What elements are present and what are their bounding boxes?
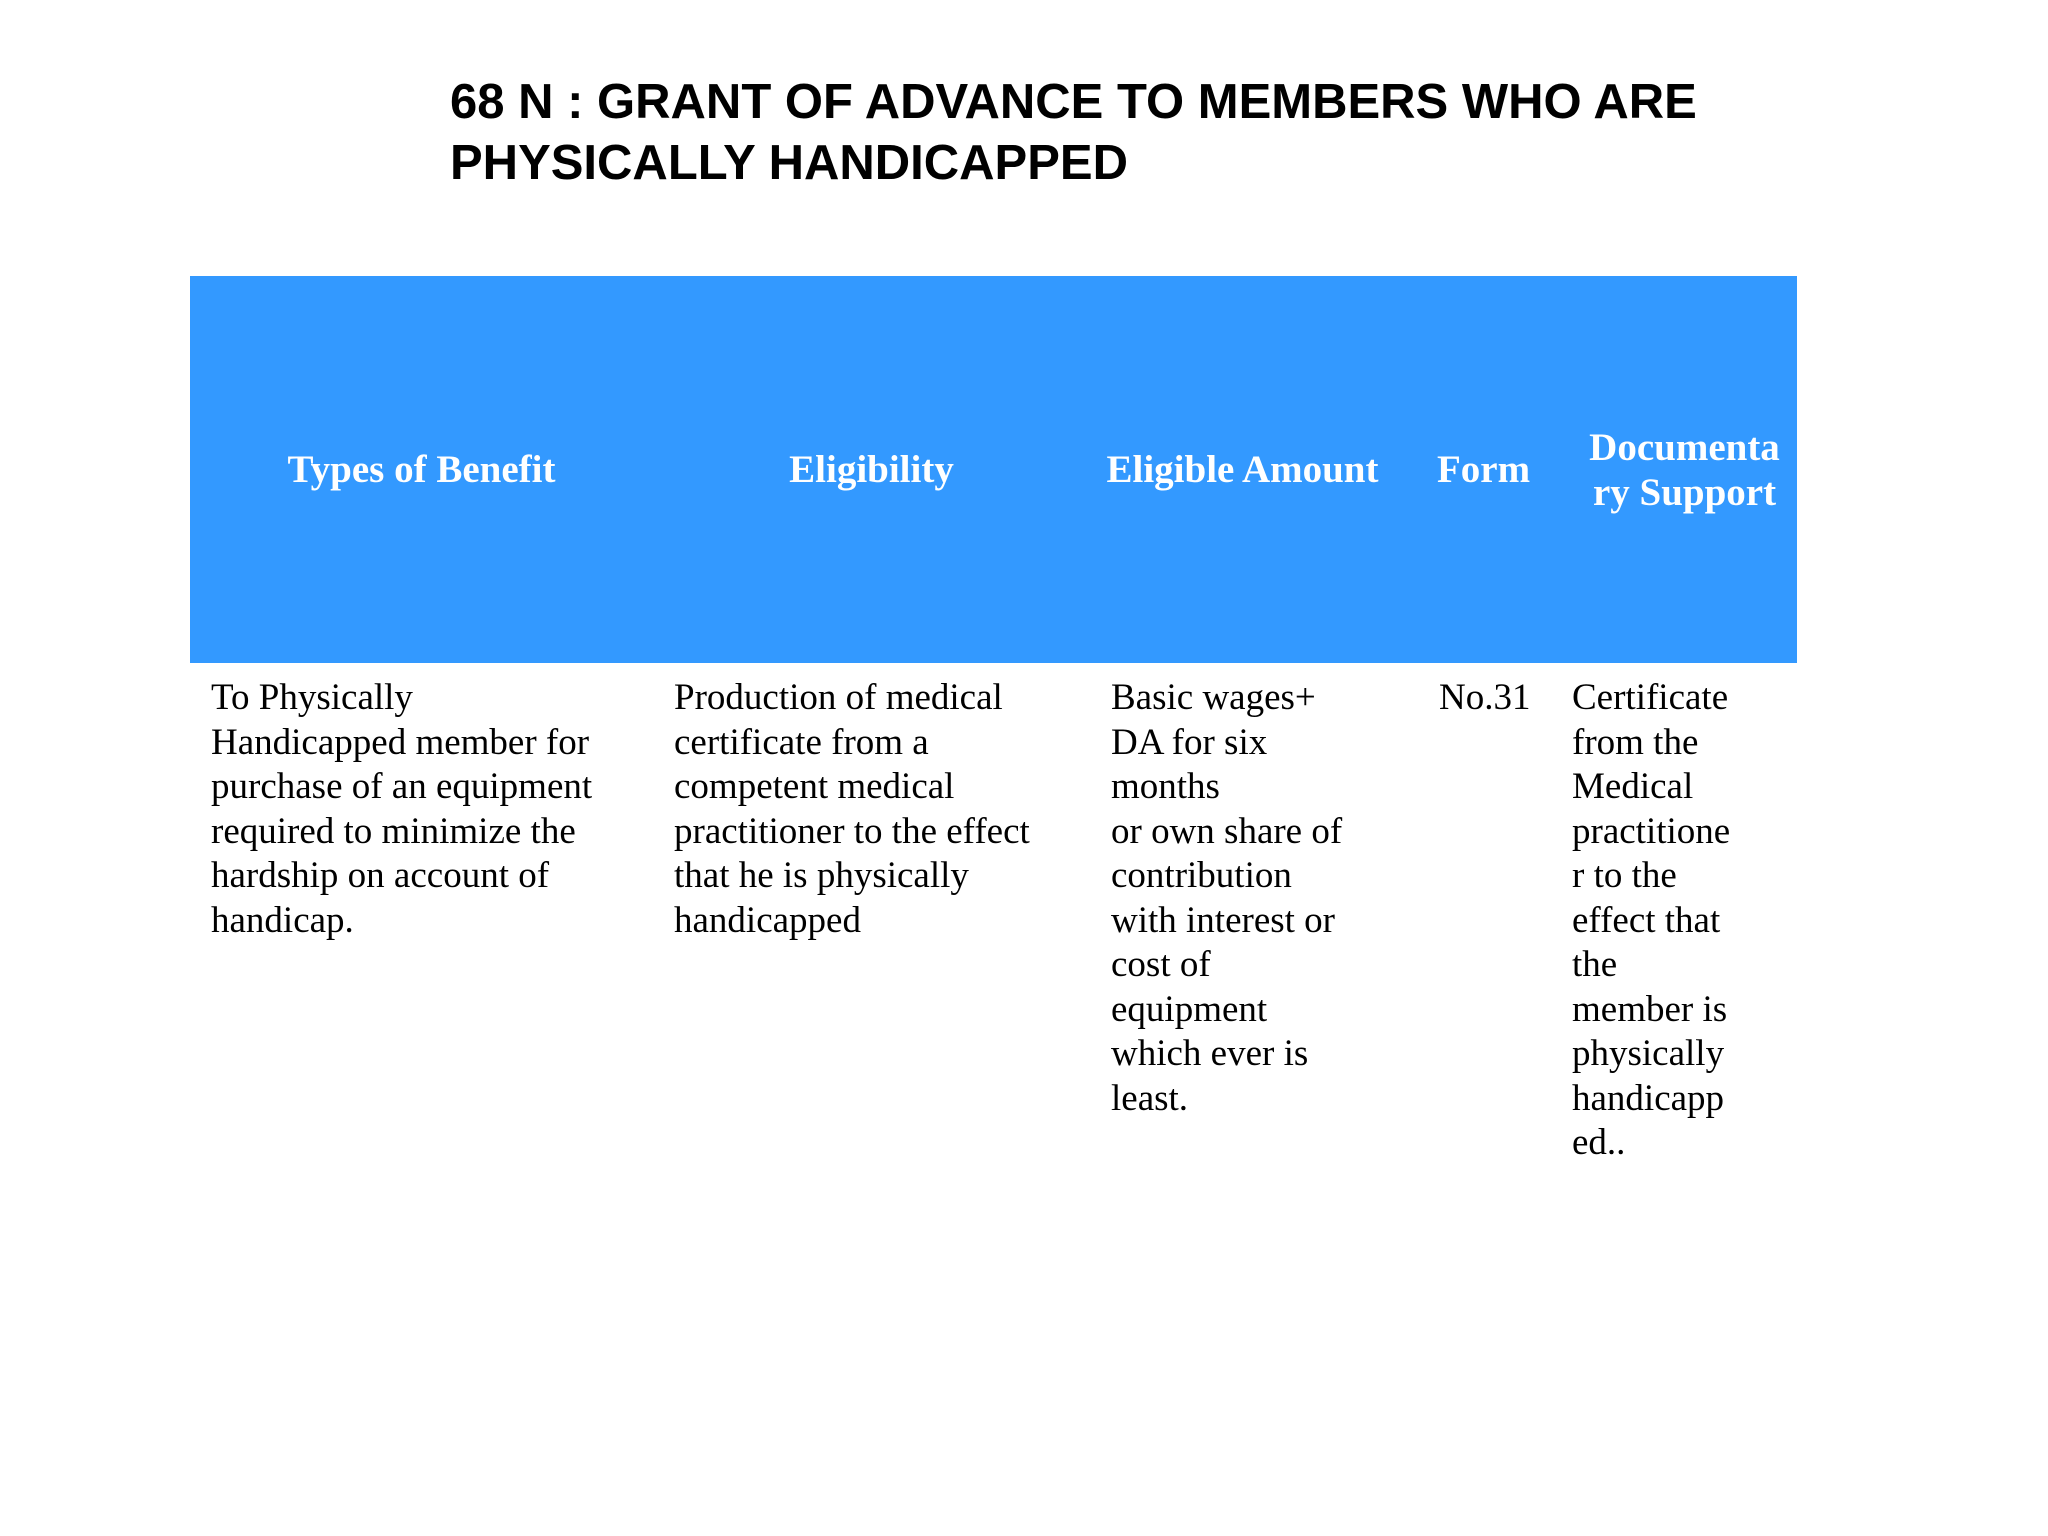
cell-line: handicapped bbox=[674, 899, 861, 941]
cell-line: Medical bbox=[1572, 766, 1694, 807]
cell-line: equipment bbox=[1111, 988, 1268, 1030]
table-header-row bbox=[190, 276, 1797, 663]
header-form: Form bbox=[1436, 448, 1531, 491]
cell-line: competent medical bbox=[674, 766, 955, 807]
cell-line: from the bbox=[1572, 721, 1699, 763]
page-title-line-2: PHYSICALLY HANDICAPPED bbox=[450, 136, 1128, 190]
table-body bbox=[190, 663, 1797, 1166]
cell-line: member is bbox=[1572, 988, 1728, 1030]
cell-line: required to minimize the bbox=[211, 810, 576, 852]
cell-line: Certificate bbox=[1572, 677, 1729, 718]
cell-eligible-amount bbox=[1090, 663, 1395, 1166]
benefit-table bbox=[190, 276, 1797, 1166]
cell-line: Handicapped member for bbox=[211, 721, 590, 763]
cell-line: least. bbox=[1111, 1077, 1189, 1119]
cell-form: No.31 bbox=[1439, 677, 1531, 718]
cell-line: DA for six bbox=[1111, 721, 1268, 763]
cell-line: purchase of an equipment bbox=[211, 766, 593, 807]
cell-line: Production of medical bbox=[674, 677, 1003, 718]
cell-line: contribution bbox=[1111, 855, 1292, 896]
header-documentary-support: Documentary Support bbox=[1589, 425, 1780, 514]
table-header bbox=[190, 276, 1797, 663]
cell-line: certificate from a bbox=[674, 721, 929, 763]
cell-line: physically bbox=[1572, 1033, 1725, 1074]
cell-line: r to the bbox=[1572, 855, 1677, 896]
cell-line: handicap. bbox=[211, 899, 354, 941]
page-title bbox=[450, 72, 1850, 194]
cell-line: months bbox=[1111, 766, 1220, 807]
header-eligible-amount: Eligible Amount bbox=[1106, 448, 1379, 491]
cell-line: hardship on account of bbox=[211, 855, 550, 896]
cell-line: cost of bbox=[1111, 944, 1211, 985]
cell-line: effect that bbox=[1572, 899, 1721, 941]
cell-line: Basic wages+ bbox=[1111, 677, 1316, 718]
cell-documentary-support bbox=[1572, 663, 1797, 1166]
cell-line: that he is physically bbox=[674, 855, 969, 896]
table-row bbox=[190, 663, 1797, 1166]
cell-line: or own share of bbox=[1111, 810, 1343, 852]
cell-line: To Physically bbox=[211, 677, 413, 718]
cell-line: practitioner to the effect bbox=[674, 810, 1030, 852]
page-title-line-1: 68 N : GRANT OF ADVANCE TO MEMBERS WHO ARE bbox=[450, 75, 1697, 129]
cell-types-of-benefit bbox=[190, 663, 653, 1166]
header-eligibility: Eligibility bbox=[789, 448, 954, 491]
cell-line: ed.. bbox=[1572, 1122, 1626, 1163]
cell-eligibility bbox=[653, 663, 1090, 1166]
header-types-of-benefit: Types of Benefit bbox=[287, 448, 556, 491]
cell-line: the bbox=[1572, 944, 1618, 985]
cell-line: which ever is bbox=[1111, 1033, 1309, 1074]
cell-line: practitione bbox=[1572, 810, 1731, 852]
cell-line: with interest or bbox=[1111, 899, 1336, 941]
cell-line: handicapp bbox=[1572, 1077, 1725, 1119]
